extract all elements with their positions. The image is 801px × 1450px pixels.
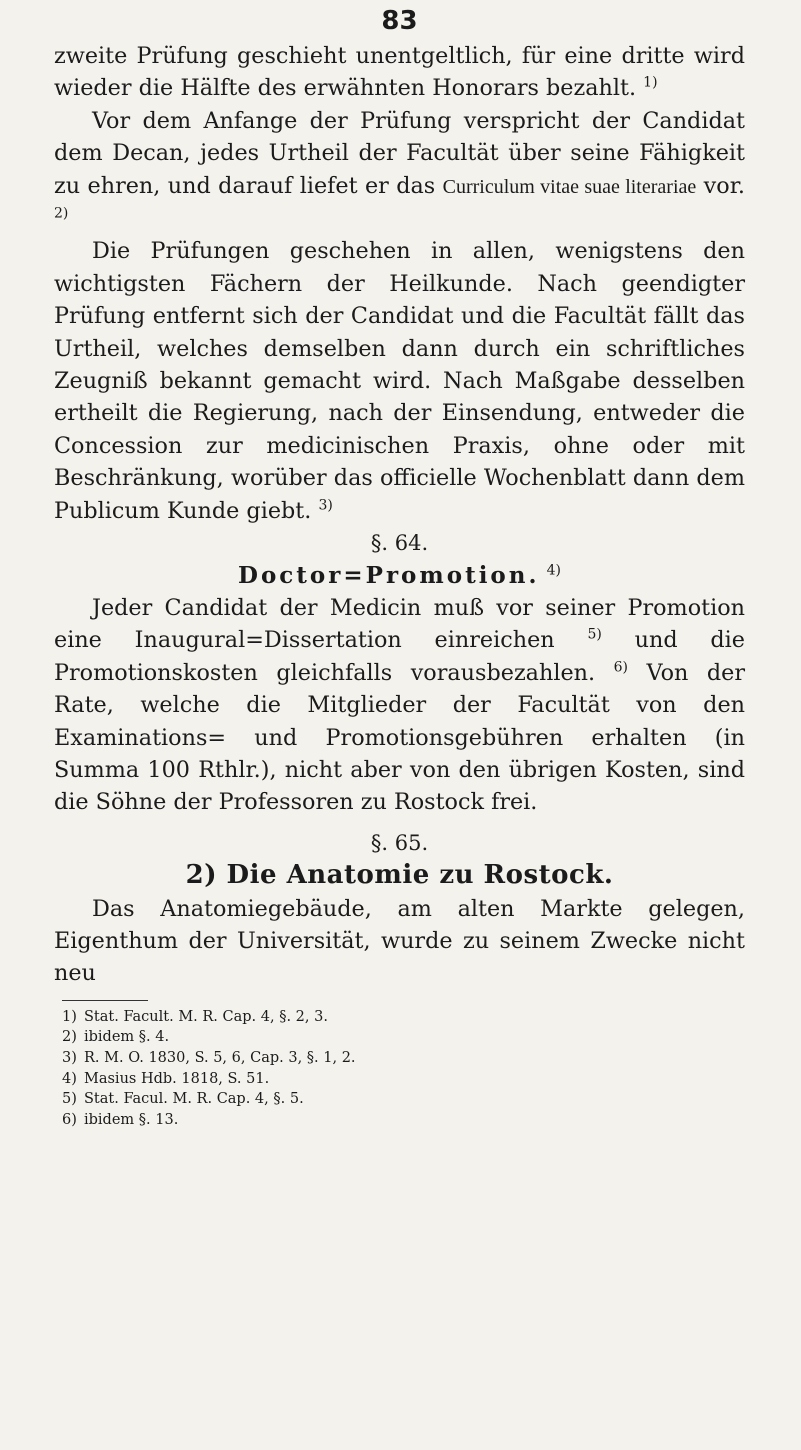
- section-title-65: 2) Die Anatomie zu Rostock.: [185, 860, 614, 891]
- section-heading-64: [54, 560, 745, 592]
- footnote-ref-6: 6): [613, 659, 629, 676]
- section-number-64: §. 64.: [370, 531, 429, 556]
- footnote-ref-3: 3): [318, 497, 333, 514]
- section-64-text-b: und die Promotionskosten gleichfalls vorausbezahlen.: [54, 627, 745, 686]
- section-64-text-c: Von der Rate, welche die Mitglieder der Facultät von den Examinations= und Promotionsgebühren erhalten (in Summa 100 Rthlr.), nicht aber von den übrigen Kosten, sind die Söhne der Professoren zu Rostock frei.: [54, 659, 746, 816]
- page-number: 83: [381, 6, 418, 36]
- section-title-64: Doctor=Promotion.: [238, 561, 540, 589]
- main-text: [54, 40, 745, 990]
- footnote-divider: [62, 1000, 148, 1001]
- footnote-ref-1: 1): [643, 74, 658, 91]
- paragraph-promotion: [54, 592, 745, 819]
- paragraph-2-text-a: Vor dem Anfange der Prüfung verspricht der Candidat dem Decan, jedes Urtheil der Facultät über seine Fähigkeit zu ehren, und darauf liefet er das: [54, 107, 745, 199]
- paragraph-1-text: zweite Prüfung geschieht unentgeltlich, für eine dritte wird wieder die Hälfte des erwähnten Honorars bezahlt.: [54, 43, 745, 102]
- section-64-text-a: Jeder Candidat der Medicin muß vor seiner Promotion eine Inaugural=Dissertation einreichen: [54, 594, 745, 654]
- footnote-ref-4: 4): [546, 562, 561, 579]
- footnotes: [54, 1007, 745, 1131]
- paragraph-2-text-b: vor.: [703, 172, 745, 199]
- paragraph-pruefungen: [54, 235, 745, 527]
- latin-phrase: Curriculum vitae suae literariae: [442, 175, 697, 198]
- footnote: 6) ibidem §. 13.: [62, 1111, 179, 1128]
- footnote: 1) Stat. Facult. M. R. Cap. 4, §. 2, 3.: [62, 1008, 328, 1025]
- section-heading-65: [54, 859, 745, 892]
- paragraph-3-text: Die Prüfungen geschehen in allen, wenigstens den wichtigsten Fächern der Heilkunde. Nach geendigter Prüfung entfernt sich der Candidat und die Facultät fällt das Urtheil, welches demselben dann durch ein schriftliches Zeugniß bekannt gemacht wird. Nach Maßgabe desselben ertheilt die Regierung, nach der Einsendung, entweder die Concession zur medicinischen Praxis, ohne oder mit Beschränkung, worüber das officielle Wochenblatt dann dem Publicum Kunde giebt.: [54, 238, 745, 524]
- paragraph-anatomie: [54, 893, 745, 990]
- paragraph-continuation: [54, 40, 745, 105]
- footnote-ref-5: 5): [587, 626, 602, 643]
- footnote: 3) R. M. O. 1830, S. 5, 6, Cap. 3, §. 1, 2.: [62, 1049, 356, 1066]
- section-65-text: Das Anatomiegebäude, am alten Markte gelegen, Eigenthum der Universität, wurde zu seinem Zwecke nicht neu: [54, 895, 745, 987]
- footnote: 2) ibidem §. 4.: [62, 1029, 170, 1046]
- section-number-65: §. 65.: [370, 830, 429, 855]
- footnote: 4) Masius Hdb. 1818, S. 51.: [62, 1070, 270, 1087]
- paragraph-curriculum: [54, 105, 745, 236]
- footnote-ref-2: 2): [54, 205, 69, 222]
- footnote: 5) Stat. Facul. M. R. Cap. 4, §. 5.: [62, 1091, 304, 1108]
